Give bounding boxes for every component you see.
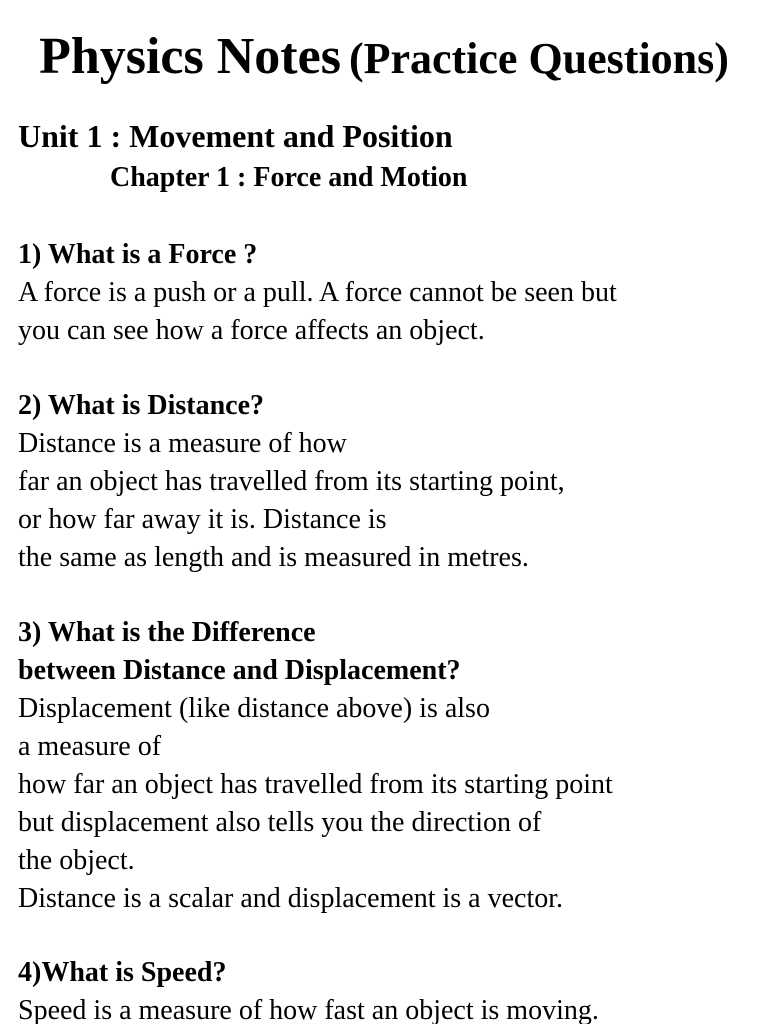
answer-line: but displacement also tells you the direction of <box>18 807 542 838</box>
page-title <box>0 28 768 91</box>
answer-line: a measure of <box>18 731 162 762</box>
title-sub: (Practice Questions) <box>348 34 729 83</box>
question-heading-line: 2) What is Distance? <box>18 390 265 421</box>
chapter-heading: Chapter 1 : Force and Motion <box>110 162 468 193</box>
answer-line: the same as length and is measured in metres. <box>18 542 529 573</box>
answer-line: far an object has travelled from its starting point, <box>18 466 565 497</box>
question-heading-line: between Distance and Displacement? <box>18 655 461 686</box>
question-block-1 <box>18 236 617 350</box>
question-block-4 <box>18 954 599 1024</box>
unit-heading: Unit 1 : Movement and Position <box>18 118 453 154</box>
question-heading-line: 3) What is the Difference <box>18 617 316 648</box>
answer-line: how far an object has travelled from its starting point <box>18 769 613 800</box>
answer-line: Displacement (like distance above) is also <box>18 693 490 724</box>
question-block-2 <box>18 387 565 577</box>
answer-line: Distance is a measure of how <box>18 428 347 459</box>
question-heading-line: 4)What is Speed? <box>18 957 227 988</box>
answer-line: A force is a push or a pull. A force cannot be seen but <box>18 277 617 308</box>
answer-line: you can see how a force affects an object. <box>18 315 485 346</box>
answer-line: the object. <box>18 845 135 876</box>
question-block-3 <box>18 614 613 918</box>
title-main: Physics Notes <box>39 28 341 85</box>
question-heading-line: 1) What is a Force ? <box>18 239 258 270</box>
answer-line: Distance is a scalar and displacement is a vector. <box>18 883 564 914</box>
answer-line: Speed is a measure of how fast an object is moving. <box>18 995 599 1024</box>
answer-line: or how far away it is. Distance is <box>18 504 387 535</box>
